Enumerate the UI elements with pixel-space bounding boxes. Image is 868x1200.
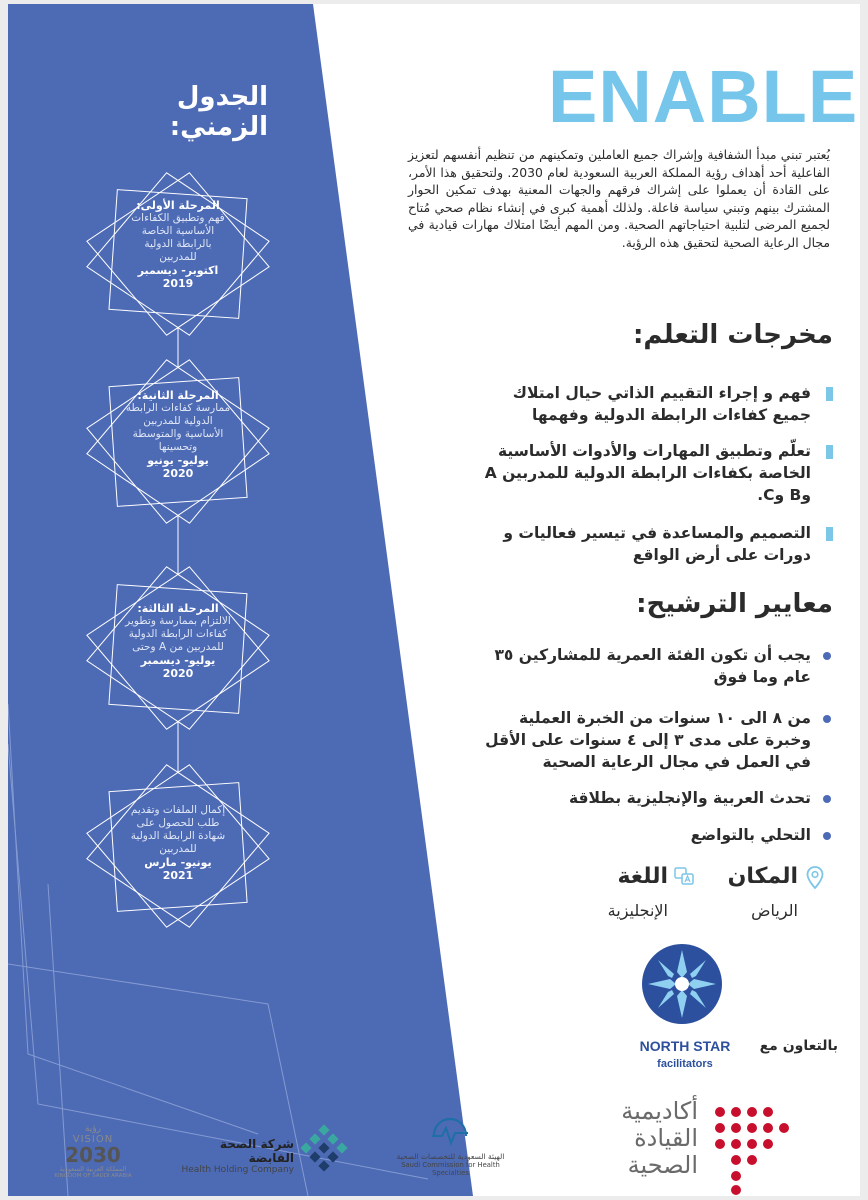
health-holding-logo <box>176 1137 294 1175</box>
phase-desc-line: بالرابطة الدولية <box>144 238 212 250</box>
scfhs-logo-icon <box>428 1116 472 1150</box>
criteria-text: التحلي بالتواضع <box>690 826 811 844</box>
timeline-phase <box>113 389 243 480</box>
vision-sub-en: KINGDOM OF SAUDI ARABIA <box>54 1173 132 1179</box>
academy-line3: الصحية <box>627 1151 698 1179</box>
timeline-title: الجدول الزمني: <box>169 82 268 142</box>
program-title: ENABLE <box>548 55 859 138</box>
academy-line1: أكاديمية <box>621 1097 698 1125</box>
intro-paragraph: يُعتبر تبني مبدأ الشفافية وإشراك جميع العاملين وتمكينهم من تنظيم أنفسهم لتعزيز الفاعلية أحد أهداف رؤية المملكة العربية السعودية لعام 2030. ولتحقيق هذا الأمر، على القادة أن يعملوا على إشراك فرقهم والجهات المعنية بهدف تمكين الحوار المشترك بينهم وتبني سياسة فاعلة. ولذلك أهمية كبرى في إنشاء نظام صحي مُتاح لجميع المرضى لتلبية احتياجاتهم الصحية. ومن المهم أيضًا امتلاك مهارات قيادية في مجال الرعاية الصحية لتحقيق هذه الرؤية. <box>408 147 830 250</box>
north-star-logo-icon <box>640 942 724 1026</box>
phase-desc-line: طلب للحصول على <box>136 817 220 829</box>
phase-year: 2020 <box>162 467 194 480</box>
bullet-dot-icon <box>823 715 831 723</box>
scfhs-en: Saudi Commission for Health Specialties <box>401 1161 500 1177</box>
collaboration-label: بالتعاون مع <box>759 1038 838 1054</box>
phase-name: المرحلة الثالثة: <box>137 602 219 615</box>
phase-desc-line: الأساسية الخاصة <box>141 225 215 237</box>
timeline-phase <box>113 602 243 680</box>
phase-desc-line: للمدربين من A وحتى <box>132 641 224 653</box>
phase-desc-line: للمدربين <box>159 251 197 263</box>
location-label: المكان <box>727 864 798 889</box>
vision-line1: VISION <box>72 1134 114 1145</box>
bullet-dot-icon <box>823 795 831 803</box>
phase-date: يوليو- ديسمبر <box>140 654 216 667</box>
vision-ar: رؤية <box>84 1124 102 1134</box>
timeline-phase <box>113 804 243 882</box>
academy-logo-text <box>568 1098 698 1179</box>
location-pin-icon <box>806 866 824 890</box>
phase-date: اكتوبر- ديسمبر <box>137 264 219 277</box>
health-holding-en: Health Holding Company <box>181 1165 294 1175</box>
phase-desc-line: ممارسة كفاءات الرابطة <box>125 402 231 414</box>
vision-line2: 2030 <box>65 1143 121 1167</box>
criteria-text: يجب أن تكون الفئة العمرية للمشاركين ٣٥ عام وما فوق <box>494 646 811 686</box>
phase-name: المرحلة الأولى: <box>136 199 220 212</box>
phase-desc-line: كفاءات الرابطة الدولية <box>128 628 228 640</box>
flyer-page <box>8 4 860 1196</box>
academy-dots-logo-icon <box>710 1104 804 1196</box>
criteria-item <box>478 644 833 688</box>
outcome-text: التصميم والمساعدة في تيسير فعاليات و دورات على أرض الواقع <box>503 524 811 564</box>
phase-year: 2021 <box>162 869 194 882</box>
phase-desc-line: الالتزام بممارسة وتطوير <box>125 615 231 627</box>
bullet-bar-icon <box>826 527 833 541</box>
phase-desc-line: فهم وتطبيق الكفاءات <box>131 212 225 224</box>
phase-date: يونيو- مارس <box>144 856 212 869</box>
phase-desc-line: شهادة الرابطة الدولية <box>130 830 226 842</box>
phase-desc-line: الأساسية والمتوسطة <box>132 428 224 440</box>
vision-sub-ar: المملكة العربية السعودية <box>59 1165 127 1173</box>
scfhs-ar: الهيئة السعودية للتخصصات الصحية <box>396 1152 505 1161</box>
language-label: اللغة <box>617 864 668 889</box>
blue-panel-shape <box>8 4 473 1196</box>
phase-desc-line: للمدربين <box>159 843 197 855</box>
outcomes-title: مخرجات التعلم: <box>632 320 833 350</box>
criteria-text: من ٨ الى ١٠ سنوات من الخبرة العملية وخبرة على مدى ٣ إلى ٤ سنوات على الأقل في العمل في مجال الرعاية الصحية <box>485 709 811 771</box>
timeline-phase <box>113 199 243 290</box>
criteria-title: معايير الترشيح: <box>636 589 833 619</box>
scfhs-logo <box>383 1152 518 1177</box>
bullet-dot-icon <box>823 652 831 660</box>
location-value: الرياض <box>751 901 798 920</box>
outcome-item <box>478 522 833 566</box>
health-holding-logo-icon <box>300 1124 348 1172</box>
phase-desc-line: الدولية للمدربين <box>143 415 213 427</box>
health-holding-ar: شركة الصحة القابضة <box>219 1137 294 1165</box>
criteria-item <box>478 787 833 809</box>
outcome-item <box>478 382 833 426</box>
phase-desc-line: وتحسينها <box>158 441 198 453</box>
criteria-item <box>478 824 833 846</box>
criteria-item <box>478 707 833 773</box>
phase-year: 2019 <box>162 277 194 290</box>
translate-icon <box>673 866 695 888</box>
bullet-dot-icon <box>823 832 831 840</box>
phase-date: يوليو- يونيو <box>147 454 209 467</box>
language-value: الإنجليزية <box>607 901 668 920</box>
north-star-sub: facilitators <box>657 1058 713 1070</box>
bullet-bar-icon <box>826 387 833 401</box>
phase-name: المرحلة الثانية: <box>137 389 219 402</box>
outcome-item <box>478 440 833 506</box>
outcome-text: تعلّم وتطبيق المهارات والأدوات الأساسية الخاصة بكفاءات الرابطة الدولية للمدربين A وB وC. <box>484 442 811 504</box>
bullet-bar-icon <box>826 445 833 459</box>
academy-line2: القيادة <box>634 1124 698 1152</box>
criteria-text: تحدث العربية والإنجليزية بطلاقة <box>568 789 811 807</box>
vision-2030-logo <box>48 1124 138 1179</box>
outcome-text: فهم و إجراء التقييم الذاتي حيال امتلاك جميع كفاءات الرابطة الدولية وفهمها <box>512 384 811 424</box>
phase-year: 2020 <box>162 667 194 680</box>
north-star-name: NORTH STAR <box>639 1038 731 1054</box>
phase-desc-line: إكمال الملفات وتقديم <box>130 804 226 816</box>
